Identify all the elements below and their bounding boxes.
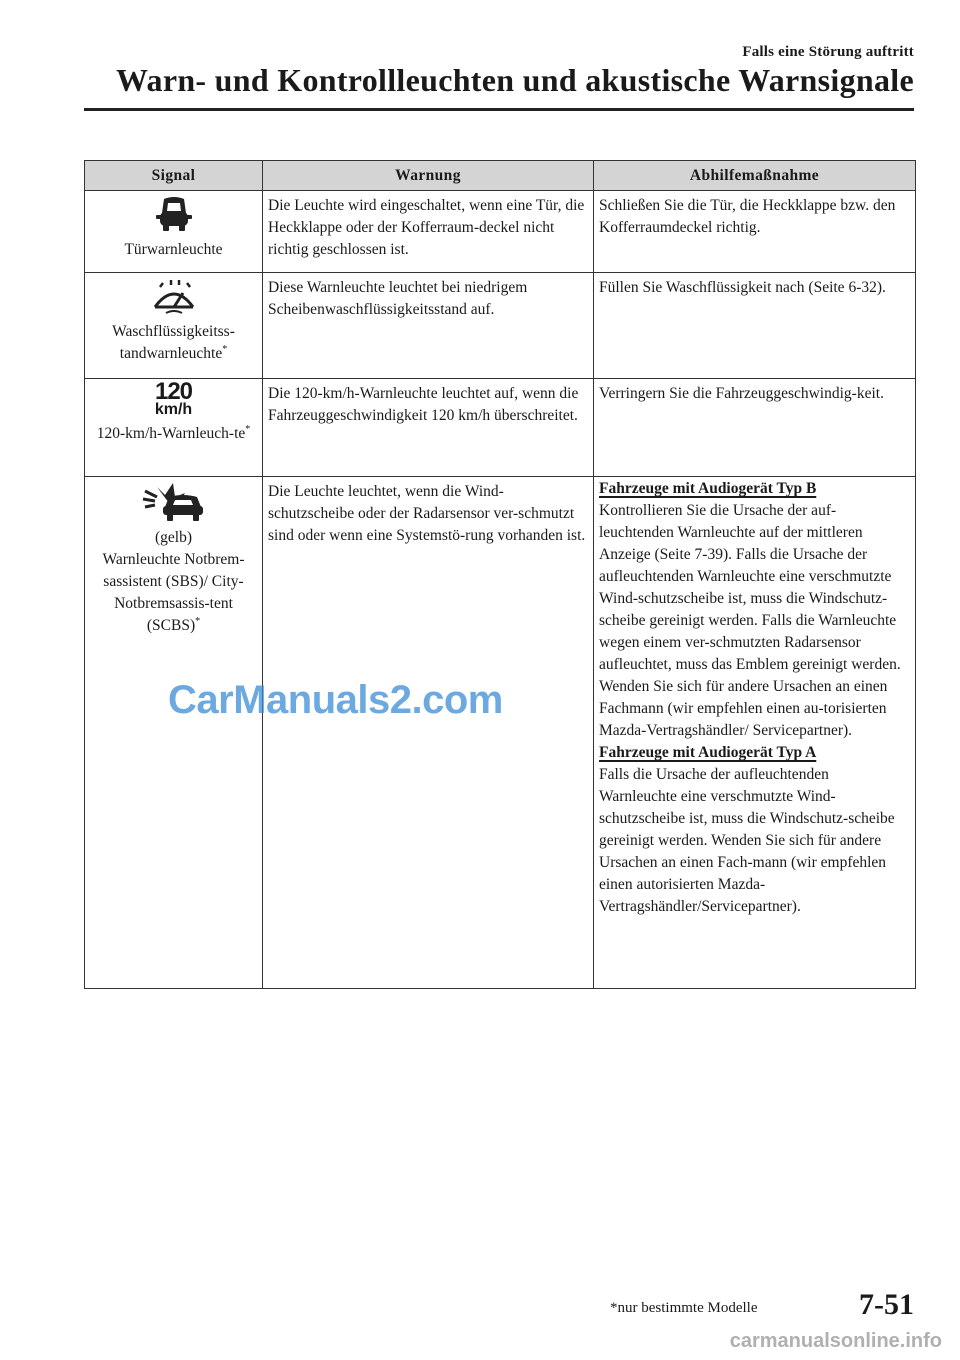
column-header-signal: Signal (85, 161, 263, 191)
warning-cell: Die Leuchte leuchtet, wenn die Wind-schutzscheibe oder der Radarsensor ver-schmutzt sind oder wenn eine Systemstö-rung vorhanden ist. (263, 477, 594, 989)
table-row (85, 191, 916, 273)
remedy-cell: Schließen Sie die Tür, die Heckklappe bzw. den Kofferraumdeckel richtig. (594, 191, 916, 273)
signal-cell (85, 379, 263, 477)
remedy-subheading-type-b: Fahrzeuge mit Audiogerät Typ B (599, 480, 817, 497)
washer-fluid-icon (149, 277, 199, 317)
speed-120-icon-number: 120 (154, 378, 193, 405)
page-title: Warn- und Kontrollleuchten und akustische Warnsignale (115, 62, 914, 98)
signal-label-text: Warnleuchte Notbrem-sassistent (SBS)/ City-Notbremsassis-tent (SCBS) (102, 551, 245, 634)
watermark: CarManuals2.com (168, 678, 503, 722)
footer-site-logo: carmanualsonline.info (729, 1330, 942, 1352)
signal-cell (85, 477, 263, 989)
warning-cell: Die 120-km/h-Warnleuchte leuchtet auf, wenn die Fahrzeuggeschwindigkeit 120 km/h überschreitet. (263, 379, 594, 477)
signal-cell (85, 273, 263, 379)
warning-cell: Diese Warnleuchte leuchtet bei niedrigem Scheibenwaschflüssigkeitsstand auf. (263, 273, 594, 379)
signal-label: Türwarnleuchte (124, 241, 223, 258)
signal-label (90, 321, 257, 365)
remedy-cell: Verringern Sie die Fahrzeuggeschwindig-keit. (594, 379, 916, 477)
door-ajar-icon (156, 195, 192, 235)
signal-color-label: (gelb) (154, 529, 192, 546)
warning-lights-table (84, 160, 916, 989)
model-mark: * (222, 343, 228, 355)
signal-label-text: 120-km/h-Warnleuch-te (96, 425, 246, 442)
remedy-text-type-b: Kontrollieren Sie die Ursache der auf-leuchtenden Warnleuchte auf der mittleren Anzeige (Seite 7-39). Falls die Ursache der aufleuchtenden Warnleuchte eine verschmutzte Wind-schutzscheibe ist, muss die Windschutz-scheibe gereinigt werden. Falls die Warnleuchte wegen einem ver-schmutzten Radarsensor aufleuchtet, muss das Emblem gereinigt werden. Wenden Sie sich für andere Ursachen an einen Fachmann (wir empfehlen einen au-torisierten Mazda-Vertragshändler/ Servicepartner). (599, 502, 901, 739)
header-rule (84, 108, 914, 111)
signal-label (90, 549, 257, 637)
speed-120-icon (146, 378, 202, 419)
column-header-warning: Warnung (263, 161, 594, 191)
column-header-remedy: Abhilfemaßnahme (594, 161, 916, 191)
page-number: 7-51 (859, 1288, 914, 1321)
table-row (85, 379, 916, 477)
section-title: Falls eine Störung auftritt (742, 44, 914, 60)
signal-label-text: Waschflüssigkeitss-tandwarnleuchte (112, 323, 235, 362)
brake-assist-icon (139, 481, 209, 523)
remedy-subheading-type-a: Fahrzeuge mit Audiogerät Typ A (599, 744, 817, 761)
table-row (85, 273, 916, 379)
signal-cell (85, 191, 263, 273)
remedy-cell: Füllen Sie Waschflüssigkeit nach (Seite 6-32). (594, 273, 916, 379)
model-mark: * (245, 423, 251, 435)
speed-120-icon-unit: km/h (154, 401, 193, 418)
table-row (85, 477, 916, 989)
table-header-row (85, 161, 916, 191)
footnote: *nur bestimmte Modelle (610, 1300, 758, 1316)
remedy-cell (594, 477, 916, 989)
remedy-text-type-a: Falls die Ursache der aufleuchtenden Warnleuchte eine verschmutzte Wind-schutzscheibe ist, muss die Windschutz-scheibe gereinigt werden. Wenden Sie sich für andere Ursachen an einen Fach-mann (wir empfehlen einen autorisierten Mazda-Vertragshändler/Servicepartner). (599, 766, 895, 915)
warning-cell: Die Leuchte wird eingeschaltet, wenn eine Tür, die Heckklappe oder der Kofferraum-deckel nicht richtig geschlossen ist. (263, 191, 594, 273)
model-mark: * (195, 615, 201, 627)
signal-label (90, 423, 257, 445)
